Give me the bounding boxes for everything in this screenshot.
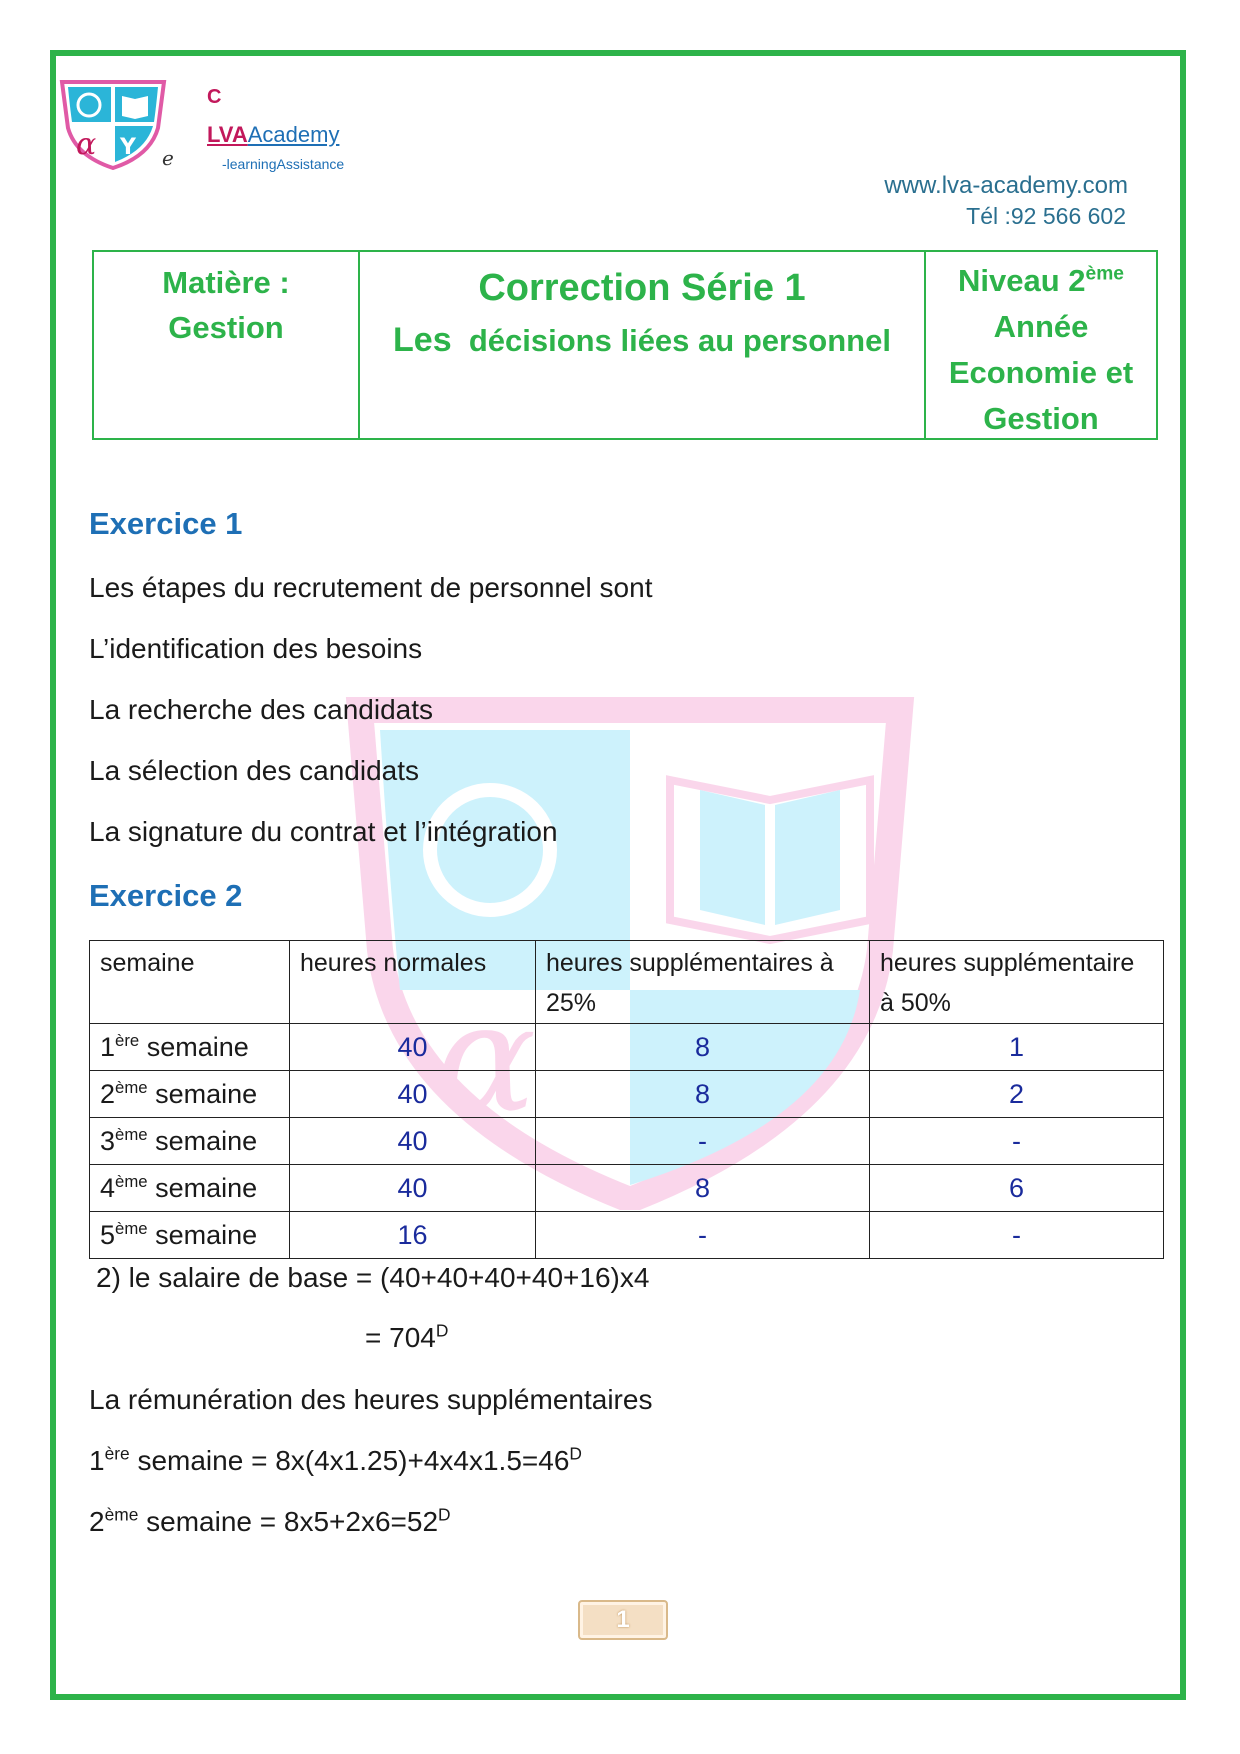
normal-hours-cell: 40 <box>290 1118 536 1165</box>
brand-lva: LVA <box>207 122 248 147</box>
overtime-25-cell: - <box>536 1118 870 1165</box>
overtime-25-cell: - <box>536 1212 870 1259</box>
table-row <box>90 1212 1164 1259</box>
overtime-50-cell: - <box>870 1212 1164 1259</box>
svg-text:Y: Y <box>120 135 136 160</box>
week-cell: 2ème semaine <box>90 1071 290 1118</box>
title-cell <box>360 252 926 438</box>
hours-table <box>89 940 1164 1259</box>
subject-label: Matière : <box>162 265 290 300</box>
page-number: 1 <box>578 1600 668 1640</box>
subject-cell <box>94 252 360 438</box>
level-cell <box>926 252 1156 438</box>
overtime-25-cell: 8 <box>536 1024 870 1071</box>
exercise-1-line: Les étapes du recrutement de personnel sont <box>89 572 653 603</box>
week-2-overtime-pay: 2ème semaine = $8x5+2x6=52^D$ <box>89 1504 451 1537</box>
svg-text:α: α <box>76 127 97 162</box>
overtime-50-cell: 1 <box>870 1024 1164 1071</box>
phone-number: Tél :92 566 602 <box>966 203 1126 229</box>
subtitle-les: Les <box>393 321 452 359</box>
level-label: Niveau 2ème <box>958 263 1124 298</box>
normal-hours-cell: 40 <box>290 1165 536 1212</box>
exercise-1-line: La signature du contrat et l’intégration <box>89 816 558 847</box>
normal-hours-cell: 40 <box>290 1071 536 1118</box>
lva-academy-logo-icon <box>58 78 168 170</box>
base-salary-formula: 2) le salaire de base = (40+40+40+40+16)x4 <box>96 1262 650 1293</box>
table-row <box>90 1118 1164 1165</box>
logo-letter-c: C <box>207 86 222 108</box>
website-link[interactable]: www.lva-academy.com <box>884 172 1128 199</box>
logo-letter-e: e <box>162 146 174 170</box>
level-section-2: Gestion <box>983 401 1099 436</box>
document-subtitle <box>360 314 924 367</box>
exercise-1-line: La recherche des candidats <box>89 694 433 725</box>
week-cell: 1ère semaine <box>90 1024 290 1071</box>
table-header-row <box>90 941 1164 1024</box>
table-row <box>90 1071 1164 1118</box>
overtime-pay-title: La rémunération des heures supplémentaires <box>89 1384 653 1415</box>
level-annee: Année <box>993 309 1089 344</box>
brand-academy: Academy <box>247 122 340 147</box>
exercise-1-line: La sélection des candidats <box>89 755 419 786</box>
document-title: Correction Série 1 <box>478 267 806 309</box>
table-row <box>90 1165 1164 1212</box>
overtime-50-cell: 6 <box>870 1165 1164 1212</box>
table-header-cell: heures supplémentaires à 25% <box>536 941 870 1024</box>
week-1-overtime-pay: 1ère semaine = $8x(4x1.25)+4x4x1.5=46^D$ <box>89 1443 582 1476</box>
table-header-cell: semaine <box>90 941 290 1024</box>
subject-value: Gestion <box>168 310 284 345</box>
overtime-25-cell: 8 <box>536 1165 870 1212</box>
overtime-50-cell: 2 <box>870 1071 1164 1118</box>
subtitle-rest: décisions liées au personnel <box>468 323 891 358</box>
svg-text:α: α <box>435 972 537 1146</box>
table-header-cell: heures normales <box>290 941 536 1024</box>
week-cell: 4ème semaine <box>90 1165 290 1212</box>
exercise-1-title: Exercice 1 <box>89 506 243 541</box>
exercise-1-line: L’identification des besoins <box>89 633 423 664</box>
brand-name <box>207 122 339 148</box>
normal-hours-cell: 16 <box>290 1212 536 1259</box>
table-header-cell: heures supplémentaire à 50% <box>870 941 1164 1024</box>
overtime-50-cell: - <box>870 1118 1164 1165</box>
week-cell: 5ème semaine <box>90 1212 290 1259</box>
header-table <box>92 250 1158 440</box>
normal-hours-cell: 40 <box>290 1024 536 1071</box>
level-section-1: Economie et <box>948 355 1134 390</box>
exercise-2-title: Exercice 2 <box>89 878 243 913</box>
base-salary-result: = $704^D$ <box>365 1320 449 1353</box>
brand-tagline: -learningAssistance <box>222 156 345 172</box>
table-row <box>90 1024 1164 1071</box>
overtime-25-cell: 8 <box>536 1071 870 1118</box>
week-cell: 3ème semaine <box>90 1118 290 1165</box>
level-sup: ème <box>1085 263 1124 285</box>
